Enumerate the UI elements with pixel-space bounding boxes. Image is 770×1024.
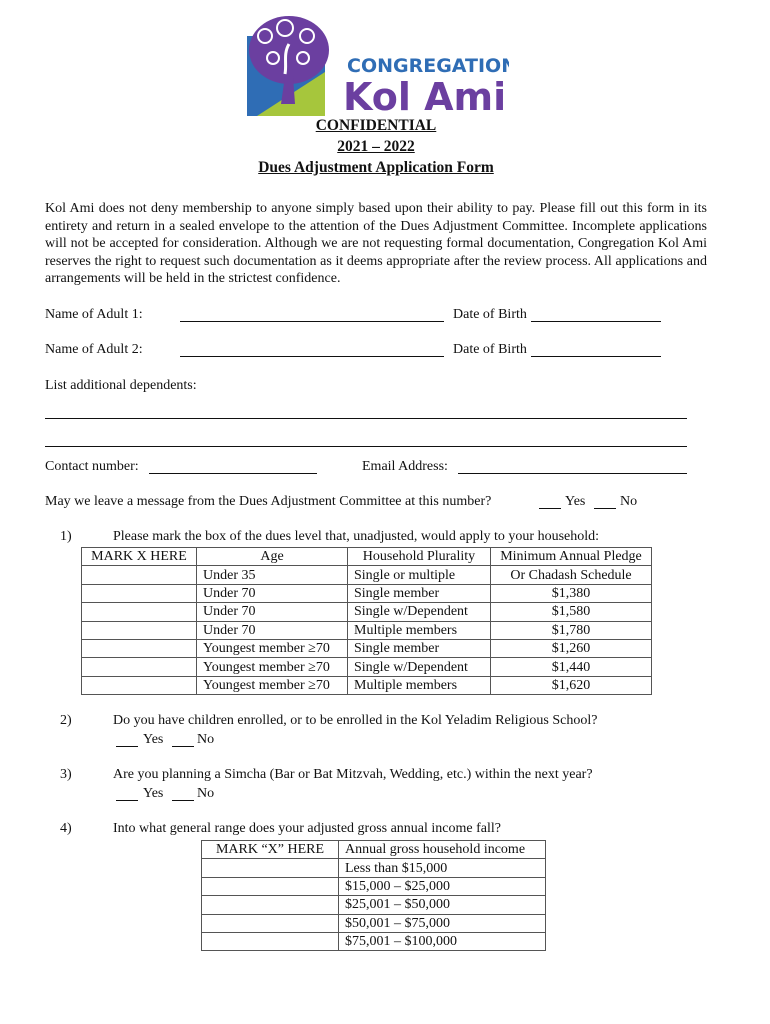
age-cell: Under 70 xyxy=(197,584,348,602)
income-cell: $75,001 – $100,000 xyxy=(339,932,546,950)
mark-cell[interactable] xyxy=(82,676,197,694)
income-cell: $15,000 – $25,000 xyxy=(339,877,546,895)
year-range: 2021 – 2022 xyxy=(337,138,415,155)
message-yes-label: Yes xyxy=(565,494,586,509)
message-question: May we leave a message from the Dues Adjustment Committee at this number? xyxy=(45,494,492,509)
confidential-label: CONFIDENTIAL xyxy=(315,117,437,134)
table-row xyxy=(202,896,546,914)
header-pledge: Minimum Annual Pledge xyxy=(491,548,652,566)
q2-no-label: No xyxy=(197,732,215,747)
header-mark: MARK X HERE xyxy=(82,548,197,566)
mark-cell[interactable] xyxy=(202,896,339,914)
dues-table xyxy=(81,547,652,695)
q1-number: 1) xyxy=(60,529,72,544)
q4-text: Into what general range does your adjusted gross annual income fall? xyxy=(113,821,501,836)
kol-ami-logo xyxy=(247,14,509,116)
q3-yes-label: Yes xyxy=(143,786,164,801)
mark-cell[interactable] xyxy=(82,639,197,657)
adult2-dob-field[interactable] xyxy=(531,356,661,357)
q3-no-label: No xyxy=(197,786,215,801)
income-cell: Less than $15,000 xyxy=(339,859,546,877)
table-row xyxy=(202,932,546,950)
income-cell: $50,001 – $75,000 xyxy=(339,914,546,932)
plurality-cell: Single member xyxy=(348,584,491,602)
table-row xyxy=(202,914,546,932)
table-row xyxy=(202,877,546,895)
pledge-cell: $1,780 xyxy=(491,621,652,639)
q4-number: 4) xyxy=(60,821,72,836)
email-field[interactable] xyxy=(458,473,687,474)
age-cell: Youngest member ≥70 xyxy=(197,639,348,657)
adult1-dob-label: Date of Birth xyxy=(453,307,527,322)
dependents-line-2[interactable] xyxy=(45,446,687,447)
age-cell: Youngest member ≥70 xyxy=(197,658,348,676)
message-no-label: No xyxy=(620,494,638,509)
adult2-dob-label: Date of Birth xyxy=(453,342,527,357)
age-cell: Under 70 xyxy=(197,603,348,621)
pledge-cell: $1,260 xyxy=(491,639,652,657)
income-table xyxy=(201,840,546,951)
table-row xyxy=(82,584,652,602)
mark-cell[interactable] xyxy=(82,603,197,621)
mark-cell[interactable] xyxy=(202,859,339,877)
header-plurality: Household Plurality xyxy=(348,548,491,566)
dependents-line-1[interactable] xyxy=(45,418,687,419)
table-row xyxy=(82,639,652,657)
table-row xyxy=(202,859,546,877)
q2-no-field[interactable] xyxy=(172,746,194,747)
q2-yes-label: Yes xyxy=(143,732,164,747)
contact-field[interactable] xyxy=(149,473,317,474)
mark-cell[interactable] xyxy=(82,621,197,639)
pledge-cell: Or Chadash Schedule xyxy=(491,566,652,584)
intro-paragraph: Kol Ami does not deny membership to anyone simply based upon their ability to pay. Please fill out this form in its entirety and return in a sealed envelope to the attention of the Dues Adjustment Committee. Incomplete applications will not be accepted for consideration. Although we are not requesting formal documentation, Congregation Kol Ami reserves the right to request such documentation as it deems appropriate after the review process. All applications and arrangements will be held in the strictest confidence. xyxy=(45,201,707,287)
pledge-cell: $1,580 xyxy=(491,603,652,621)
plurality-cell: Single or multiple xyxy=(348,566,491,584)
email-label: Email Address: xyxy=(362,459,448,474)
table-header-row xyxy=(202,841,546,859)
header-mark: MARK “X” HERE xyxy=(202,841,339,859)
dependents-label: List additional dependents: xyxy=(45,378,197,393)
q2-yes-field[interactable] xyxy=(116,746,138,747)
q2-number: 2) xyxy=(60,713,72,728)
adult1-name-field[interactable] xyxy=(180,321,444,322)
mark-cell[interactable] xyxy=(202,932,339,950)
plurality-cell: Single member xyxy=(348,639,491,657)
q3-text: Are you planning a Simcha (Bar or Bat Mitzvah, Wedding, etc.) within the next year? xyxy=(113,767,593,782)
q3-no-field[interactable] xyxy=(172,800,194,801)
income-cell: $25,001 – $50,000 xyxy=(339,896,546,914)
q3-number: 3) xyxy=(60,767,72,782)
q3-yes-field[interactable] xyxy=(116,800,138,801)
form-title: Dues Adjustment Application Form xyxy=(258,159,494,176)
adult1-dob-field[interactable] xyxy=(531,321,661,322)
adult1-label: Name of Adult 1: xyxy=(45,307,143,322)
age-cell: Youngest member ≥70 xyxy=(197,676,348,694)
age-cell: Under 70 xyxy=(197,621,348,639)
contact-label: Contact number: xyxy=(45,459,139,474)
adult2-label: Name of Adult 2: xyxy=(45,342,143,357)
logo-line1: CONGREGATION xyxy=(347,55,509,77)
plurality-cell: Single w/Dependent xyxy=(348,603,491,621)
header-income: Annual gross household income xyxy=(339,841,546,859)
q2-text: Do you have children enrolled, or to be enrolled in the Kol Yeladim Religious School? xyxy=(113,713,598,728)
table-row xyxy=(82,566,652,584)
mark-cell[interactable] xyxy=(82,566,197,584)
table-row xyxy=(82,676,652,694)
pledge-cell: $1,440 xyxy=(491,658,652,676)
mark-cell[interactable] xyxy=(82,658,197,676)
pledge-cell: $1,380 xyxy=(491,584,652,602)
table-row xyxy=(82,603,652,621)
message-no-field[interactable] xyxy=(594,508,616,509)
header-age: Age xyxy=(197,548,348,566)
mark-cell[interactable] xyxy=(82,584,197,602)
mark-cell[interactable] xyxy=(202,877,339,895)
logo-line2: Kol Ami xyxy=(343,75,507,116)
table-row xyxy=(82,658,652,676)
message-yes-field[interactable] xyxy=(539,508,561,509)
mark-cell[interactable] xyxy=(202,914,339,932)
plurality-cell: Multiple members xyxy=(348,676,491,694)
adult2-name-field[interactable] xyxy=(180,356,444,357)
table-row xyxy=(82,621,652,639)
pledge-cell: $1,620 xyxy=(491,676,652,694)
plurality-cell: Single w/Dependent xyxy=(348,658,491,676)
q1-text: Please mark the box of the dues level that, unadjusted, would apply to your household: xyxy=(113,529,600,544)
plurality-cell: Multiple members xyxy=(348,621,491,639)
age-cell: Under 35 xyxy=(197,566,348,584)
table-header-row xyxy=(82,548,652,566)
